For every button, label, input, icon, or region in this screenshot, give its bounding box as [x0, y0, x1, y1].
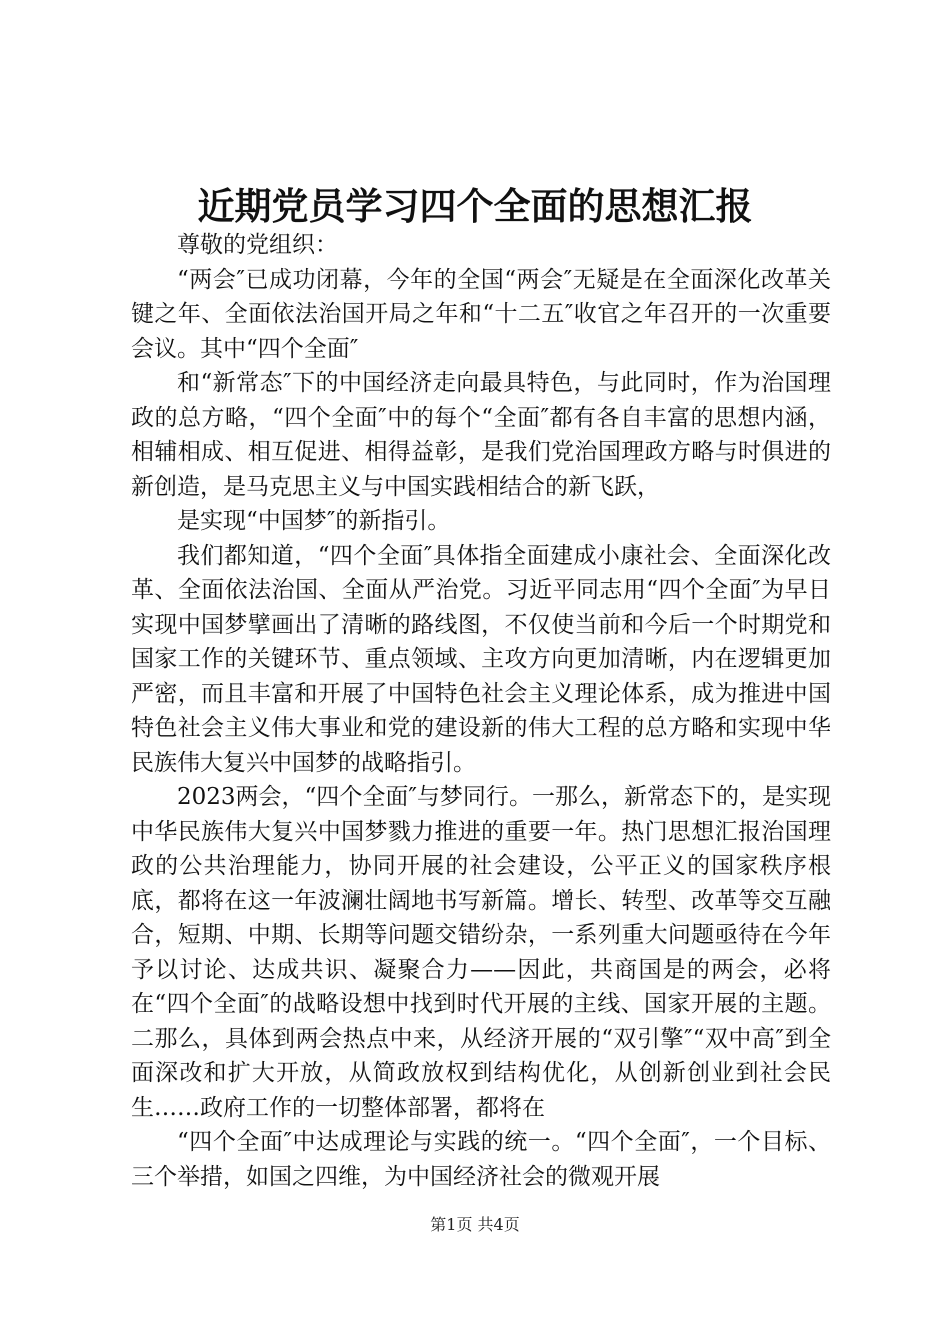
paragraph-4: 我们都知道，“四个全面″具体指全面建成小康社会、全面深化改革、全面依法治国、全面从严治党。习近平同志用“四个全面″为早日实现中国梦擘画出了清晰的路线图，不仅使当前和今后一个时期党和国家工作的关键环节、重点领域、主攻方向更加清晰，内在逻辑更加严密，而且丰富和开展了中国特色社会主义理论体系，成为推进中国特色社会主义伟大事业和党的建设新的伟大工程的总方略和实现中华民族伟大复兴中国梦的战略指引。 [131, 542, 831, 776]
salutation: 尊敬的党组织： [177, 232, 338, 258]
paragraph-2: 和“新常态″下的中国经济走向最具特色，与此同时，作为治国理政的总方略，“四个全面″中的每个“全面″都有各自丰富的思想内涵，相辅相成、相互促进、相得益彰，是我们党治国理政方略与时俱进的新创造，是马克思主义与中国实践相结合的新飞跃， [131, 370, 831, 500]
paragraph-3: 是实现“中国梦″的新指引。 [177, 508, 451, 534]
document-body [131, 228, 831, 1194]
page-number-footer: 第1页 共4页 [430, 1215, 520, 1234]
document-title: 近期党员学习四个全面的思想汇报 [197, 184, 753, 228]
paragraph-5: 2023两会，“四个全面″与梦同行。一那么，新常态下的，是实现中华民族伟大复兴中国梦戮力推进的重要一年。热门思想汇报治国理政的公共治理能力，协同开展的社会建设，公平正义的国家秩序根底，都将在这一年波澜壮阔地书写新篇。增长、转型、改革等交互融合，短期、中期、长期等问题交错纷杂，一系列重大问题亟待在今年予以讨论、达成共识、凝聚合力——因此，共商国是的两会，必将在“四个全面″的战略设想中找到时代开展的主线、国家开展的主题。二那么，具体到两会热点中来，从经济开展的“双引擎″“双中高″到全面深改和扩大开放，从简政放权到结构优化，从创新创业到社会民生……政府工作的一切整体部署，都将在 [131, 784, 831, 1121]
paragraph-6: “四个全面″中达成理论与实践的统一。“四个全面″，一个目标、三个举措，如国之四维，为中国经济社会的微观开展 [131, 1129, 831, 1190]
paragraph-1: “两会″已成功闭幕，今年的全国“两会″无疑是在全面深化改革关键之年、全面依法治国开局之年和“十二五″收官之年召开的一次重要会议。其中“四个全面″ [131, 266, 831, 362]
